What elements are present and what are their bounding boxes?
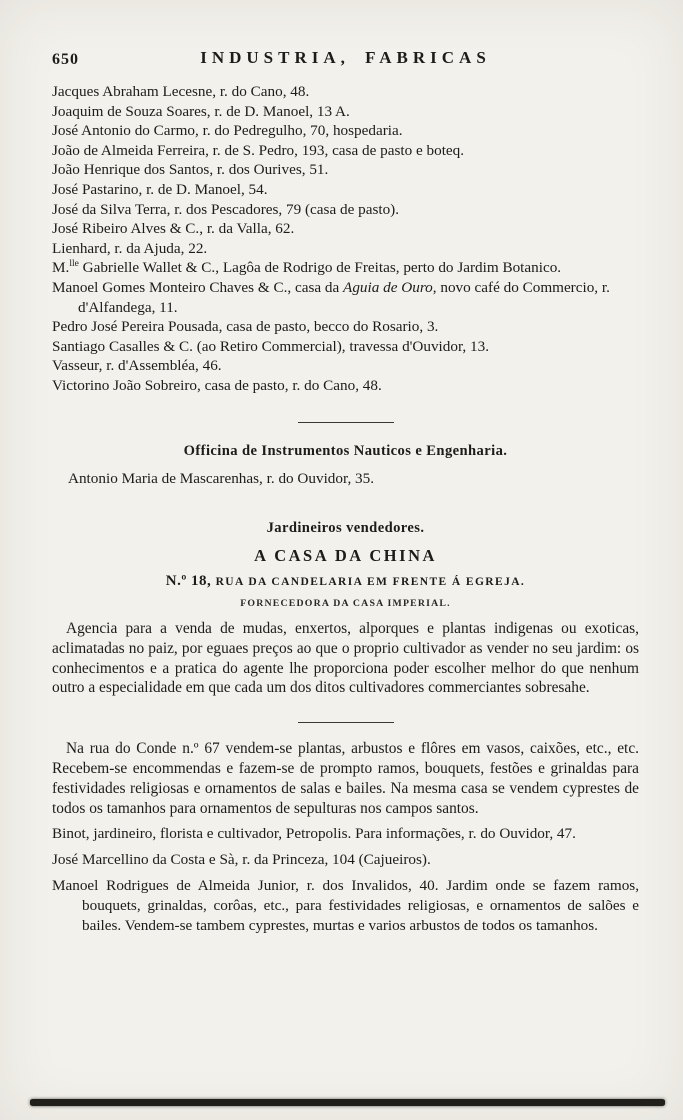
jardineiros-heading: Jardineiros vendedores. — [266, 520, 425, 537]
entry-text: Manoel Gomes Monteiro Chaves & C., casa da — [52, 278, 344, 296]
entry-text: Gabrielle Wallet & C., Lagôa de Rodrigo de Freitas, perto do Jardim Botanico. — [78, 259, 562, 277]
casa-da-china-ad — [52, 546, 639, 698]
directory-entry: José Antonio do Carmo, r. do Pedregulho, 70, hospedaria. — [52, 122, 403, 140]
directory-entry: José da Silva Terra, r. dos Pescadores, 79 (casa de pasto). — [52, 200, 400, 218]
directory-entries-section — [52, 82, 639, 396]
jardineiros-section — [52, 520, 639, 935]
page-header — [52, 48, 639, 74]
directory-entry: Santiago Casalles & C. (ao Retiro Commercial), travessa d'Ouvidor, 13. — [52, 337, 489, 355]
directory-entry: Pedro José Pereira Pousada, casa de pasto, becco do Rosario, 3. — [52, 318, 439, 336]
section-divider — [298, 722, 394, 723]
officina-heading: Officina de Instrumentos Nauticos e Engenharia. — [183, 442, 508, 459]
directory-entry: Victorino João Sobreiro, casa de pasto, r. do Cano, 48. — [52, 376, 382, 394]
ad-body-paragraph: Agencia para a venda de mudas, enxertos, alporques e plantas indigenas ou exoticas, aclimatadas no paiz, por eguaes preços ao que o proprio cultivador as vender no seu jardim: os conhecimentos e a pratica do agente lhe proporciona poder escolher melhor do que nenhum outro a especialidade em que cada um dos ditos cultivadores commerciantes sobresahe. — [52, 620, 639, 697]
jardineiro-entry: Binot, jardineiro, florista e cultivador, Petropolis. Para informações, r. do Ouvidor, 47. — [52, 825, 576, 843]
ad-tagline: FORNECEDORA DA CASA IMPERIAL. — [240, 598, 451, 610]
entry-text: , novo café do Commercio, r. d'Alfandega, 11. — [78, 278, 610, 316]
ad-subtitle — [52, 573, 639, 590]
running-title: INDUSTRIA, FABRICAS — [200, 48, 491, 67]
directory-entry: Vasseur, r. d'Assembléa, 46. — [52, 357, 222, 375]
entry-business-name: Aguia de Ouro — [343, 278, 433, 296]
scan-edge-artifact — [30, 1099, 665, 1106]
directory-entry: José Pastarino, r. de D. Manoel, 54. — [52, 180, 268, 198]
directory-entry: João Henrique dos Santos, r. dos Ourives, 51. — [52, 161, 329, 179]
directory-entry: Joaquim de Souza Soares, r. de D. Manoel, 13 A. — [52, 102, 350, 120]
page-number: 650 — [52, 51, 79, 68]
directory-entry: José Ribeiro Alves & C., r. da Valla, 62. — [52, 220, 295, 238]
ad-subtitle-number: N.º 18, — [165, 573, 212, 590]
ad-subtitle-address: RUA DA CANDELARIA EM FRENTE Á EGREJA. — [211, 576, 526, 589]
directory-entry: Lienhard, r. da Ajuda, 22. — [52, 239, 208, 257]
jardineiro-entry: Manoel Rodrigues de Almeida Junior, r. dos Invalidos, 40. Jardim onde se fazem ramos, bouquets, grinaldas, corôas, etc., para festividades religiosas, e ornamentos de salões e bailes. Vendem-se tambem cyprestes, murtas e varios arbustos de todos os tamanhos. — [52, 877, 639, 934]
officina-entry: Antonio Maria de Mascarenhas, r. do Ouvidor, 35. — [68, 469, 375, 487]
jardineiro-entry: José Marcellino da Costa e Sà, r. da Princeza, 104 (Cajueiros). — [52, 851, 431, 869]
directory-entry — [52, 258, 639, 278]
directory-entry: Jacques Abraham Lecesne, r. do Cano, 48. — [52, 83, 310, 100]
section-divider — [298, 422, 394, 423]
ad-title: A CASA DA CHINA — [254, 546, 437, 566]
officina-section — [52, 443, 639, 489]
entry-superscript: lle — [69, 259, 79, 270]
entry-text: M. — [52, 259, 70, 277]
directory-entry — [52, 278, 639, 317]
directory-entry: João de Almeida Ferreira, r. de S. Pedro, 193, casa de pasto e boteq. — [52, 141, 465, 159]
conde-paragraph: Na rua do Conde n.º 67 vendem-se plantas, arbustos e flôres em vasos, caixões, etc., etc. Recebem-se encommendas e fazem-se de prompto ramos, bouquets, festões e grinaldas para festividades religiosas e ornamentos de salas e bailes. Na mesma casa se vendem cyprestes de todos os tamanhos para ornamentos de sepulturas nos campos santos. — [52, 740, 639, 817]
